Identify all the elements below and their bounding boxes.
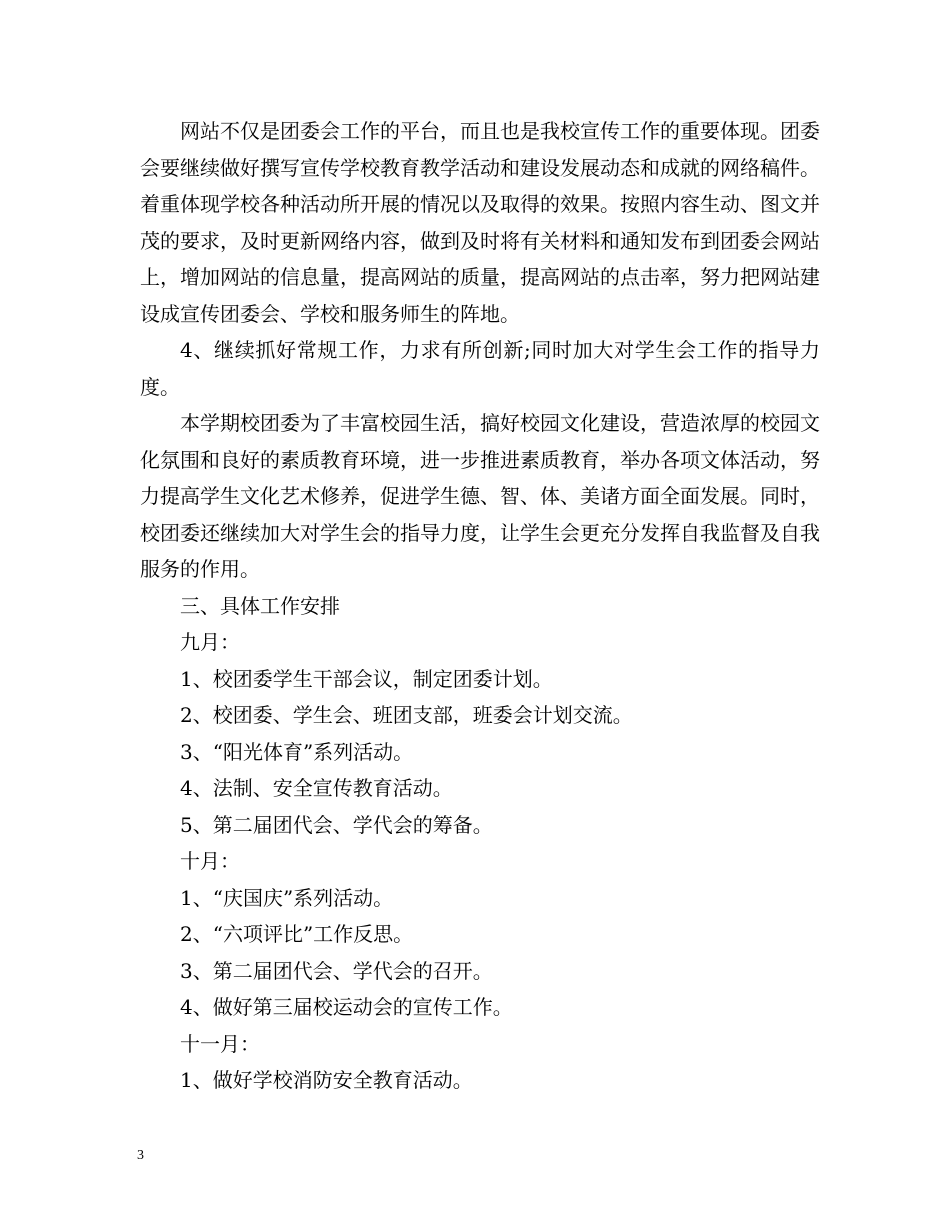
document-body — [140, 113, 820, 1099]
paragraph-campus-culture: 本学期校团委为了丰富校园生活，搞好校园文化建设，营造浓厚的校园文化氛围和良好的素质教育环境，进一步推进素质教育，举办各项文体活动，努力提高学生文化艺术修养，促进学生德、智、体、美诸方面全面发展。同时，校团委还继续加大对学生会的指导力度，让学生会更充分发挥自我监督及自我服务的作用。 — [140, 411, 820, 581]
list-item: 3、“阳光体育”系列活动。 — [180, 739, 414, 764]
list-item: 2、“六项评比”工作反思。 — [180, 922, 414, 946]
month-heading-october: 十月： — [180, 849, 240, 873]
page-number: 3 — [137, 1148, 144, 1163]
month-heading-september: 九月： — [180, 630, 240, 654]
month-heading-november: 十一月： — [180, 1031, 260, 1056]
list-item: 1、“庆国庆”系列活动。 — [180, 885, 394, 910]
paragraph-website: 网站不仅是团委会工作的平台，而且也是我校宣传工作的重要体现。团委会要继续做好撰写宣传学校教育教学活动和建设发展动态和成就的网络稿件。着重体现学校各种活动所开展的情况以及取得的效果。按照内容生动、图文并茂的要求，及时更新网络内容，做到及时将有关材料和通知发布到团委会网站上，增加网站的信息量，提高网站的质量，提高网站的点击率，努力把网站建设成宣传团委会、学校和服务师生的阵地。 — [140, 119, 820, 326]
list-item: 4、做好第三届校运动会的宣传工作。 — [180, 995, 513, 1019]
list-item: 4、法制、安全宣传教育活动。 — [180, 776, 453, 800]
list-item: 5、第二届团代会、学代会的筹备。 — [180, 812, 493, 837]
section-heading: 三、具体工作安排 — [180, 593, 340, 618]
list-item: 1、校团委学生干部会议，制定团委计划。 — [180, 666, 553, 691]
list-item: 2、校团委、学生会、班团支部，班委会计划交流。 — [180, 703, 633, 727]
list-item: 1、做好学校消防安全教育活动。 — [180, 1068, 473, 1092]
list-item: 3、第二届团代会、学代会的召开。 — [180, 958, 493, 983]
paragraph-routine-work: 4、继续抓好常规工作，力求有所创新;同时加大对学生会工作的指导力度。 — [140, 338, 820, 399]
